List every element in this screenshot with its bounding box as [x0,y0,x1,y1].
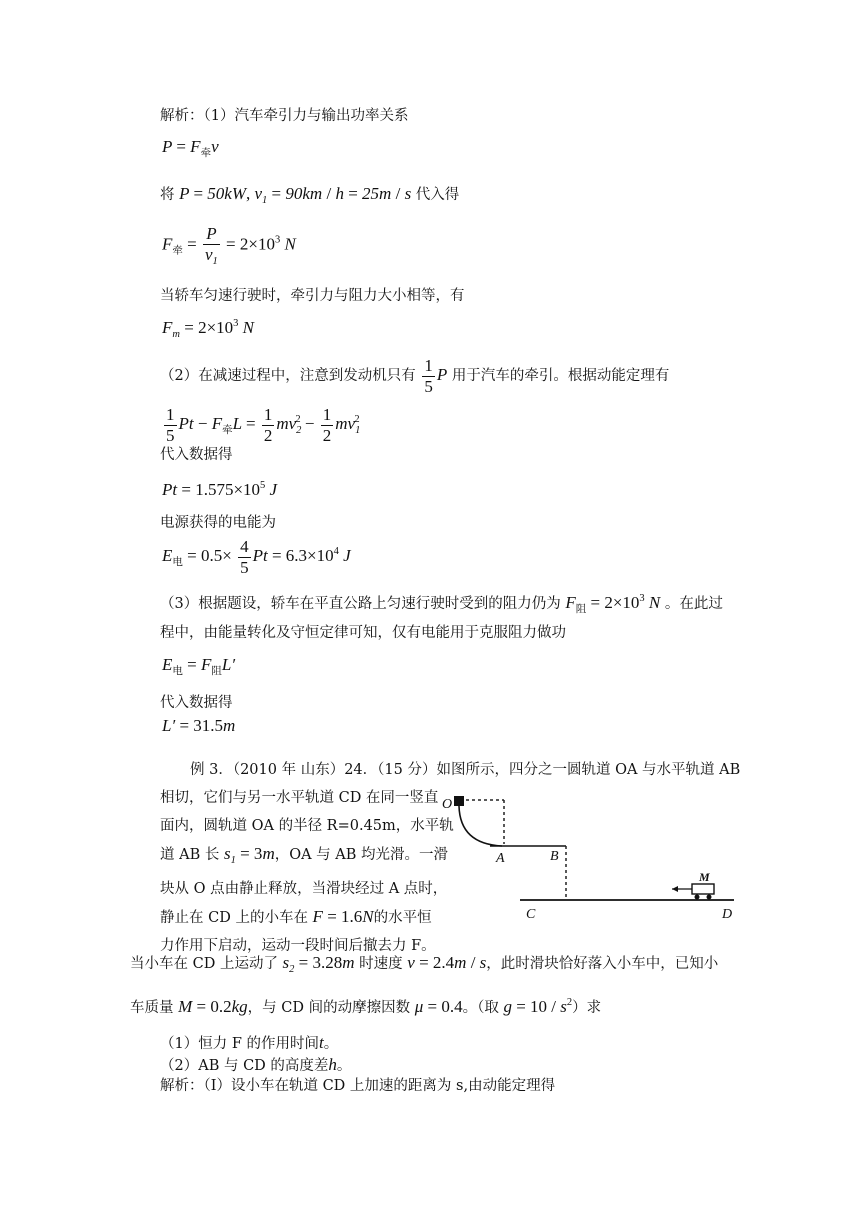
solution-2-intro: （2）在减速过程中，注意到发动机只有 $\frac{1}{5}$ P 用于汽车的牵引。根据动能定理有 [160,356,670,396]
label-b: B [550,849,559,864]
question-1: （1）恒力 F 的作用时间t。 [160,1033,339,1052]
label-m: M [699,870,710,884]
label-d: D [722,907,733,922]
label-o: O [442,797,453,812]
example-line-5: 静止在 CD 上的小车在 F = 1.6N的水平恒 [160,907,432,926]
example-line-3: 道 AB 长 $s_1 = 3m$，OA 与 AB 均光滑。一滑 [160,844,449,866]
question-2: （2）AB 与 CD 的高度差h。 [160,1055,352,1074]
solution-3-line1: （3）根据题设，轿车在平直公路上匀速行驶时受到的阻力仍为 $F_阻 = 2\times 10^3$ N 。在此过 [160,593,723,615]
example-line-8: 车质量 M = 0.2kg，与 CD 间的动摩擦因数 μ = 0.4。（取 $g = 10 / s^2$）求 [130,997,602,1016]
cart-wheel-left [695,895,700,900]
example-wrap-text [160,784,454,960]
slider-block [454,796,464,806]
formula-work-energy: $\frac{1}{5}$ $Pt - F_牵L$ = $\frac{1}{2}$ $mv_2^2$ − $\frac{1}{2}$ $mv_1^2$ [166,405,361,445]
substitution-line: 将 P = 50kW, $v_1 = 90km / h = 25m / s$ 代入得 [160,184,460,206]
arc-track-oa [459,806,502,846]
formula-traction-force: $F_牵$ = $\frac{P}{v_1}$ = $2\times 10^3$ N [162,224,296,267]
formula-power: $P = F_牵v$ [162,137,219,159]
label-a: A [496,851,505,866]
substitute-data-text-2: 代入数据得 [160,695,233,711]
substitute-data-text: 代入数据得 [160,447,233,463]
example-line-6: 力作用下启动，运动一段时间后撤去力 F。 [160,938,436,954]
cart-body [692,884,714,894]
energy-intro-text: 电源获得的电能为 [160,515,276,531]
example-header: 例 3．（2010 年 山东）24．（15 分）如图所示，四分之一圆轨道 OA 与水平轨道 AB [190,762,741,778]
formula-max-force: $F_m = 2\times 10^3$ N [162,318,255,340]
formula-distance: L′ = 31.5m [162,716,236,735]
example-line-1: 相切，它们与另一水平轨道 CD 在同一竖直 [160,790,439,806]
solution-3-line2: 程中，由能量转化及守恒定律可知，仅有电能用于克服阻力做功 [160,625,566,641]
label-c: C [526,907,536,922]
formula-energy-work: $E_电 = F_阻L'$ [162,655,236,677]
formula-electric-energy: $E_电 = 0.5\times$ $\frac{4}{5}$ $Pt = 6.3\times 10^4$ J [162,537,351,577]
solution-1-intro: 解析：（1）汽车牵引力与输出功率关系 [160,108,409,124]
example-line-2: 面内，圆轨道 OA 的半径 R=0.45m，水平轨 [160,818,454,834]
uniform-motion-text: 当轿车匀速行驶时，牵引力与阻力大小相等，有 [160,288,465,304]
force-arrow-head [672,886,678,892]
example-solution-intro: 解析：（Ⅰ）设小车在轨道 CD 上加速的距离为 s,由动能定理得 [160,1078,556,1094]
track-figure [440,786,740,926]
formula-pt: $Pt = 1.575\times 10^5$ J [162,480,278,499]
cart-wheel-right [707,895,712,900]
example-line-4: 块从 O 点由静止释放，当滑块经过 A 点时， [160,881,448,897]
example-line-7: 当小车在 CD 上运动了 $s_2 = 3.28m$ 时速度 v = 2.4m / s，此时滑块恰好落入小车中，已知小 [130,953,719,975]
